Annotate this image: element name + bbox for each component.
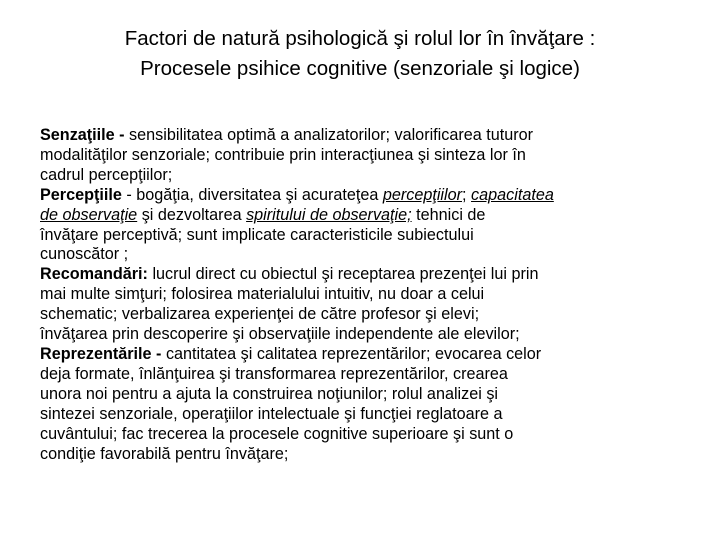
emphasis-text: capacitatea xyxy=(471,185,554,204)
paragraph-perceptii xyxy=(40,186,700,266)
text-line: învăţare perceptivă; sunt implicate caracteristicile subiectului xyxy=(40,225,474,244)
text-line xyxy=(40,205,700,226)
text-span: sensibilitatea optimă a analizatorilor; valorificarea tuturor xyxy=(124,126,534,144)
text-line: modalităţilor senzoriale; contribuie prin interacţiunea şi sinteza lor în xyxy=(40,145,526,164)
emphasis-text: percepţiilor xyxy=(382,185,463,204)
text-line: cunoscător ; xyxy=(40,245,129,264)
title-line-1: Factori de natură psihologică şi rolul lor în învăţare : xyxy=(124,27,596,50)
emphasis-text: spiritului de observaţie; xyxy=(246,205,412,224)
emphasis-text: de observaţie xyxy=(40,205,138,224)
text-line: cuvântului; fac trecerea la procesele cognitive superioare şi sunt o xyxy=(40,424,514,443)
text-span: şi dezvoltarea xyxy=(137,205,247,224)
paragraph-recomandari xyxy=(40,265,700,345)
text-span: tehnici de xyxy=(411,205,486,224)
text-line: sintezei senzoriale, operaţiilor intelectuale şi funcţiei reglatoare a xyxy=(40,404,503,423)
text-line: cadrul percepţiilor; xyxy=(40,165,173,184)
text-line xyxy=(40,185,700,206)
text-line: unora noi pentru a ajuta la construirea noţiunilor; rolul analizei şi xyxy=(40,384,499,403)
slide-title xyxy=(20,24,700,84)
paragraph-reprezentari xyxy=(40,345,700,464)
term-perceptii: Percepţiile xyxy=(40,185,122,204)
text-line: deja formate, înlănţuirea şi transformarea reprezentărilor, crearea xyxy=(40,364,508,383)
text-span: cantitatea şi calitatea reprezentărilor; evocarea celor xyxy=(161,344,542,363)
term-reprezentari: Reprezentările - xyxy=(40,344,162,363)
paragraph-senzatii xyxy=(40,126,700,186)
text-line: condiţie favorabilă pentru învăţare; xyxy=(40,444,289,463)
text-span: - bogăţia, diversitatea şi acurateţea xyxy=(121,185,383,204)
slide-body xyxy=(40,126,700,464)
title-line-2: Procesele psihice cognitive (senzoriale şi logice) xyxy=(140,57,580,80)
text-line xyxy=(40,344,700,365)
text-line: învăţarea prin descoperire şi observaţiile independente ale elevilor; xyxy=(40,325,520,344)
text-span: ; xyxy=(462,185,472,204)
text-line xyxy=(40,126,700,146)
term-recomandari: Recomandări: xyxy=(40,265,148,284)
text-line: schematic; verbalizarea experienţei de către profesor şi elevi; xyxy=(40,305,480,324)
text-line: mai multe simţuri; folosirea materialului intuitiv, nu doar a celui xyxy=(40,285,485,304)
text-span: lucrul direct cu obiectul şi receptarea prezenţei lui prin xyxy=(147,265,539,284)
text-line xyxy=(40,265,700,285)
term-senzatii: Senzaţiile - xyxy=(40,126,125,144)
